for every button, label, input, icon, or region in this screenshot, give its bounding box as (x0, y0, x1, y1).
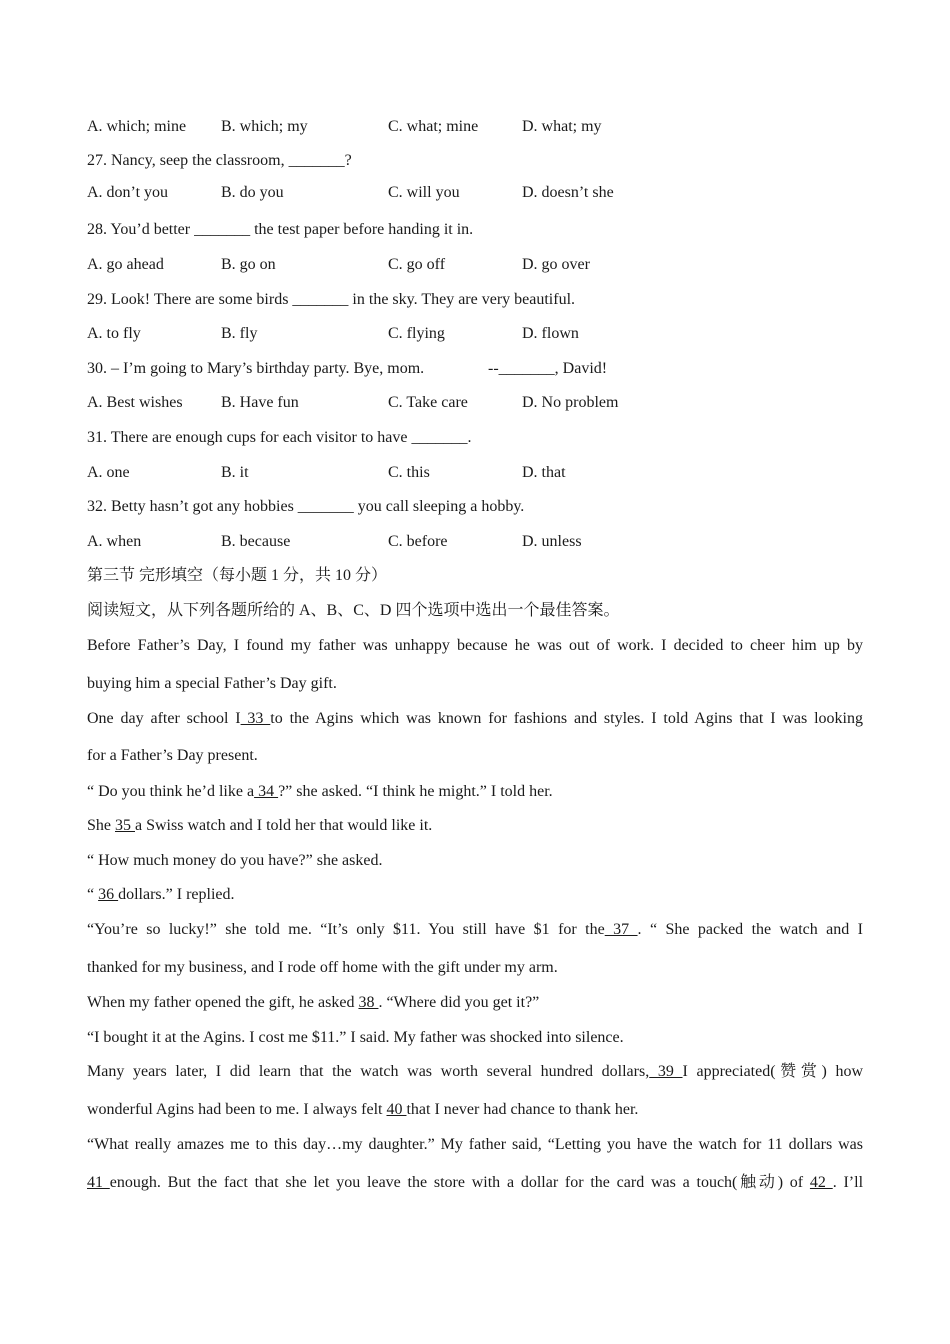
option-d: D. what; my (522, 118, 602, 135)
option-d: D. doesn’t she (522, 184, 614, 201)
passage-line: One day after school I 33 to the Agins which was known for fashions and styles. I told Agins that I was looking (87, 710, 864, 727)
option-a: A. to fly (87, 325, 141, 342)
blank-38: 38 (358, 994, 379, 1011)
option-a: A. don’t you (87, 184, 169, 201)
blank-33: 33 (240, 710, 271, 727)
passage-line: Many years later, I did learn that the watch was worth several hundred dollars, 39 I appreciated(赞赏) how (87, 1063, 863, 1080)
question-stem: 27. Nancy, seep the classroom, _______? (87, 152, 352, 169)
question-stem: 29. Look! There are some birds _______ in the sky. They are very beautiful. (87, 291, 576, 308)
question-stem: 32. Betty hasn’t got any hobbies _______ you call sleeping a hobby. (87, 498, 525, 515)
blank-35: 35 (115, 817, 135, 834)
question-reply: --_______, David! (488, 360, 608, 377)
option-c: C. before (388, 533, 448, 550)
option-c: C. Take care (388, 394, 468, 411)
section-instruction: 阅读短文，从下列各题所给的 A、B、C、D 四个选项中选出一个最佳答案。 (87, 602, 620, 619)
blank-37: 37 (604, 921, 638, 938)
option-c: C. flying (388, 325, 445, 342)
passage-line: 41 enough. But the fact that she let you leave the store with a dollar for the card was a touch(触动) of 42 . I’ll (87, 1174, 864, 1191)
option-c: C. this (388, 464, 430, 481)
blank-42: 42 (809, 1174, 833, 1191)
section-title: 第三节 完形填空（每小题 1 分，共 10 分） (87, 567, 388, 584)
passage-line: “You’re so lucky!” she told me. “It’s only $11. You still have $1 for the 37 . “ She packed the watch and I (87, 921, 864, 938)
passage-line: When my father opened the gift, he asked 38 . “Where did you get it?” (87, 994, 540, 1011)
question-stem: 31. There are enough cups for each visitor to have _______. (87, 429, 472, 446)
question-stem: 30. – I’m going to Mary’s birthday party. Bye, mom. (87, 360, 425, 377)
option-c: C. what; mine (388, 118, 479, 135)
passage-line: “I bought it at the Agins. I cost me $11.” I said. My father was shocked into silence. (87, 1029, 624, 1046)
passage-line: buying him a special Father’s Day gift. (87, 675, 337, 692)
option-b: B. which; my (221, 118, 308, 135)
option-d: D. flown (522, 325, 579, 342)
option-b: B. Have fun (221, 394, 299, 411)
option-a: A. one (87, 464, 130, 481)
passage-line: Before Father’s Day, I found my father was unhappy because he was out of work. I decided to cheer him up by (87, 637, 863, 654)
option-d: D. unless (522, 533, 582, 550)
passage-line: “What really amazes me to this day…my daughter.” My father said, “Letting you have the watch for 11 dollars was (87, 1136, 863, 1153)
passage-line: for a Father’s Day present. (87, 747, 258, 764)
passage-line: “ 36 dollars.” I replied. (87, 886, 235, 903)
option-b: B. because (221, 533, 291, 550)
blank-39: 39 (649, 1063, 683, 1080)
option-a: A. when (87, 533, 142, 550)
passage-line: thanked for my business, and I rode off home with the gift under my arm. (87, 959, 558, 976)
option-b: B. fly (221, 325, 258, 342)
option-d: D. that (522, 464, 566, 481)
passage-line: “ How much money do you have?” she asked. (87, 852, 383, 869)
blank-34: 34 (254, 783, 279, 800)
option-b: B. go on (221, 256, 276, 273)
option-a: A. Best wishes (87, 394, 183, 411)
passage-line: wonderful Agins had been to me. I always felt 40 that I never had chance to thank her. (87, 1101, 639, 1118)
option-c: C. go off (388, 256, 446, 273)
option-c: C. will you (388, 184, 460, 201)
option-a: A. go ahead (87, 256, 164, 273)
option-b: B. do you (221, 184, 284, 201)
blank-41: 41 (87, 1174, 110, 1191)
passage-line: “ Do you think he’d like a 34 ?” she asked. “I think he might.” I told her. (87, 783, 553, 800)
option-d: D. No problem (522, 394, 619, 411)
blank-40: 40 (386, 1101, 407, 1118)
passage-line: She 35 a Swiss watch and I told her that would like it. (87, 817, 433, 834)
option-a: A. which; mine (87, 118, 187, 135)
option-d: D. go over (522, 256, 590, 273)
option-b: B. it (221, 464, 249, 481)
question-stem: 28. You’d better _______ the test paper before handing it in. (87, 221, 474, 238)
blank-36: 36 (98, 886, 119, 903)
